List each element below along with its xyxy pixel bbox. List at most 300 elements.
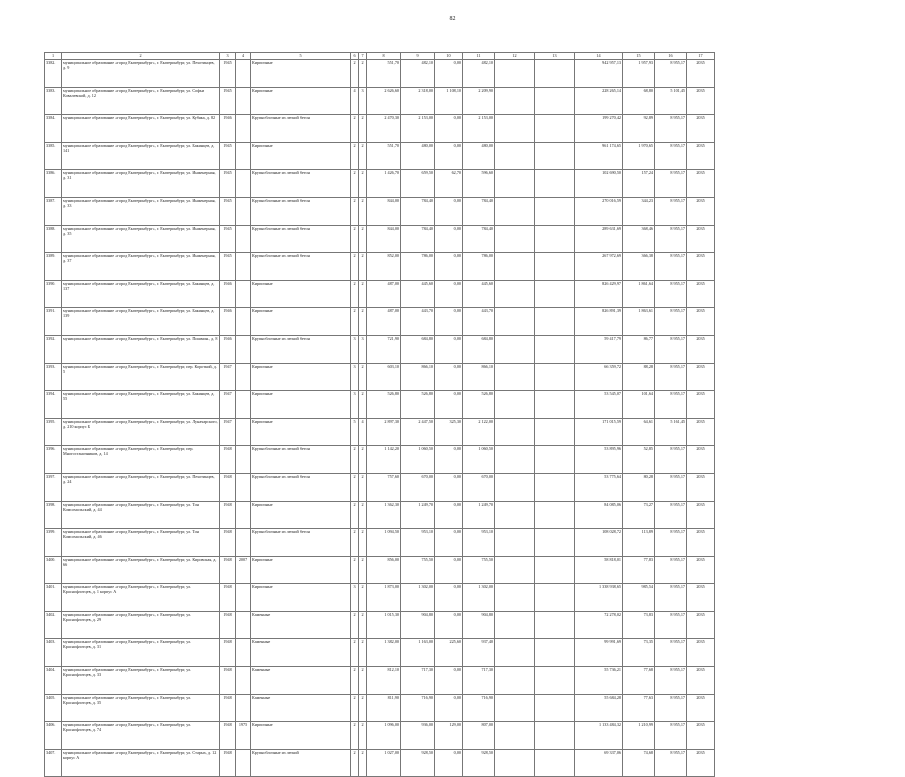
table-cell: 8 955,17 xyxy=(655,391,687,419)
column-header: 9 xyxy=(401,53,435,60)
table-cell: 2 626,60 xyxy=(367,87,401,115)
table-cell xyxy=(495,253,535,281)
table-cell: 480,00 xyxy=(463,142,495,170)
table-cell: Крупноблочные из легкий бетон xyxy=(251,253,351,281)
table-cell: муниципальное образование «город Екатеринбург», г. Екатеринбург, ул. Луначарского, д. 210 корпус Б xyxy=(62,418,220,446)
table-cell: 2 xyxy=(351,60,359,88)
table-cell: 366,38 xyxy=(623,253,655,281)
table-cell: Каменные xyxy=(251,611,351,639)
table-cell: 0,00 xyxy=(435,556,463,584)
table-cell: 807,00 xyxy=(463,722,495,750)
table-cell xyxy=(236,142,251,170)
table-cell: 2035 xyxy=(687,253,715,281)
table-cell: 1946 xyxy=(220,115,236,143)
table-cell xyxy=(495,115,535,143)
table-cell: муниципальное образование «город Екатеринбург», г. Екатеринбург, ул. Бакинцев, д. 141 xyxy=(62,142,220,170)
table-cell: 487,00 xyxy=(367,280,401,308)
table-cell xyxy=(535,363,575,391)
table-cell: 1948 xyxy=(220,556,236,584)
column-header: 5 xyxy=(251,53,351,60)
table-cell xyxy=(535,584,575,612)
table-cell: 482,10 xyxy=(463,60,495,88)
table-row xyxy=(45,501,715,529)
table-cell: 755,50 xyxy=(401,556,435,584)
table-cell: Кирпичные xyxy=(251,308,351,336)
table-cell: 2035 xyxy=(687,611,715,639)
table-cell: 1947 xyxy=(220,363,236,391)
table-cell: 2 xyxy=(359,308,367,336)
table-cell: 3 xyxy=(359,335,367,363)
table-cell: Крупноблочные из легкий бетон xyxy=(251,115,351,143)
table-cell xyxy=(236,335,251,363)
table-cell: 2 122,00 xyxy=(463,418,495,446)
table-cell: 66 359,72 xyxy=(575,363,623,391)
table-cell: 2035 xyxy=(687,584,715,612)
table-cell: 8 955,17 xyxy=(655,335,687,363)
table-cell: 8 955,17 xyxy=(655,115,687,143)
table-cell: 2 xyxy=(359,667,367,695)
table-cell: муниципальное образование «город Екатеринбург», г. Екатеринбург, ул. Краснофлотцев, д. 29 xyxy=(62,611,220,639)
table-cell: 2 xyxy=(351,639,359,667)
table-cell: 2 xyxy=(359,501,367,529)
table-cell: Кирпичные xyxy=(251,142,351,170)
table-cell xyxy=(236,280,251,308)
table-cell: 2 xyxy=(351,197,359,225)
table-cell: 77,63 xyxy=(623,694,655,722)
table-cell: 482,10 xyxy=(401,60,435,88)
table-cell: 1 873,00 xyxy=(367,584,401,612)
table-cell: 72 278,02 xyxy=(575,611,623,639)
table-cell: 1 015,30 xyxy=(367,611,401,639)
table-row xyxy=(45,391,715,419)
table-cell: 3397. xyxy=(45,473,62,501)
table-cell: Кирпичные xyxy=(251,280,351,308)
table-cell: 1948 xyxy=(220,694,236,722)
table-cell xyxy=(236,253,251,281)
table-cell: 856,00 xyxy=(367,556,401,584)
table-cell: 1 426,70 xyxy=(367,170,401,198)
table-cell: 267 972,69 xyxy=(575,253,623,281)
table-cell: Кирпичные xyxy=(251,418,351,446)
table-cell: 2035 xyxy=(687,639,715,667)
table-cell: муниципальное образование «город Екатеринбург», г. Екатеринбург, ул. Инженерная, д. 37 xyxy=(62,253,220,281)
table-cell: 1945 xyxy=(220,170,236,198)
table-cell xyxy=(535,639,575,667)
table-cell: 8 955,17 xyxy=(655,170,687,198)
table-cell: 2 xyxy=(351,749,359,777)
table-cell xyxy=(495,142,535,170)
table-cell: Каменные xyxy=(251,694,351,722)
table-cell: 0,00 xyxy=(435,749,463,777)
table-row xyxy=(45,335,715,363)
table-cell: 2 447,50 xyxy=(401,418,435,446)
table-cell: 3382. xyxy=(45,60,62,88)
table-cell: Крупноблочные из легкий бетон xyxy=(251,529,351,557)
table-cell: 113,89 xyxy=(623,529,655,557)
table-cell: 852,00 xyxy=(367,253,401,281)
table-cell: 1948 xyxy=(220,722,236,750)
table-cell: 1 362,30 xyxy=(367,501,401,529)
table-cell: 3396. xyxy=(45,446,62,474)
table-cell: 3389. xyxy=(45,253,62,281)
table-cell: 0,00 xyxy=(435,60,463,88)
table-cell: 1945 xyxy=(220,225,236,253)
table-cell: 171 015,59 xyxy=(575,418,623,446)
column-header: 12 xyxy=(495,53,535,60)
table-cell: 5 161,45 xyxy=(655,418,687,446)
table-cell: 5 xyxy=(351,418,359,446)
table-cell: 1 163,00 xyxy=(401,639,435,667)
table-cell: 526,80 xyxy=(463,391,495,419)
table-cell: 53 895,96 xyxy=(575,446,623,474)
table-cell: 69 337,06 xyxy=(575,749,623,777)
table-cell: 1 108,10 xyxy=(435,87,463,115)
table-cell: 344,23 xyxy=(623,197,655,225)
table-cell: 53 775,64 xyxy=(575,473,623,501)
table-cell: 1947 xyxy=(220,391,236,419)
table-cell: 2035 xyxy=(687,556,715,584)
table-cell: 0,00 xyxy=(435,501,463,529)
table-cell: 2035 xyxy=(687,363,715,391)
table-cell: 942 957,13 xyxy=(575,60,623,88)
table-cell: 826 891,39 xyxy=(575,308,623,336)
table-cell xyxy=(236,115,251,143)
table-cell: 1945 xyxy=(220,142,236,170)
table-cell xyxy=(495,197,535,225)
table-cell xyxy=(495,363,535,391)
table-cell: 228 265,14 xyxy=(575,87,623,115)
column-header: 11 xyxy=(463,53,495,60)
table-cell: 786,00 xyxy=(463,253,495,281)
table-cell xyxy=(495,529,535,557)
table-cell: 551,70 xyxy=(367,142,401,170)
table-row xyxy=(45,280,715,308)
table-cell: 2035 xyxy=(687,501,715,529)
table-cell xyxy=(236,87,251,115)
table-cell xyxy=(535,280,575,308)
table-cell: 445,60 xyxy=(463,280,495,308)
table-cell: Кирпичные xyxy=(251,722,351,750)
table-row xyxy=(45,170,715,198)
table-cell: Кирпичные xyxy=(251,501,351,529)
table-cell: 368,46 xyxy=(623,225,655,253)
column-header: 6 xyxy=(351,53,359,60)
table-cell: 289 631,69 xyxy=(575,225,623,253)
table-cell: 8 955,17 xyxy=(655,639,687,667)
table-cell: 3386. xyxy=(45,170,62,198)
table-cell: 670,00 xyxy=(463,473,495,501)
table-cell: 2 xyxy=(351,694,359,722)
table-row xyxy=(45,473,715,501)
table-cell: 2 xyxy=(359,363,367,391)
table-cell: муниципальное образование «город Екатеринбург», г. Екатеринбург, ул. Бакинцев, д. 137 xyxy=(62,280,220,308)
table-cell: 8 955,17 xyxy=(655,722,687,750)
table-cell xyxy=(495,335,535,363)
table-cell xyxy=(535,749,575,777)
table-cell: 8 955,17 xyxy=(655,611,687,639)
table-cell: муниципальное образование «город Екатеринбург», г. Екатеринбург, ул. Краснофлотцев, д. 31 xyxy=(62,639,220,667)
table-cell xyxy=(495,308,535,336)
table-cell: 1 302,00 xyxy=(401,584,435,612)
table-cell: 2 318,00 xyxy=(401,87,435,115)
table-cell: 445,60 xyxy=(401,280,435,308)
table-cell: муниципальное образование «город Екатеринбург», г. Екатеринбург, ул. Тон Комсомольский, д. 46 xyxy=(62,529,220,557)
table-cell xyxy=(236,446,251,474)
table-cell: 1946 xyxy=(220,335,236,363)
table-cell xyxy=(495,667,535,695)
table-cell: 2 xyxy=(351,529,359,557)
table-cell: 270 016,59 xyxy=(575,197,623,225)
table-cell xyxy=(535,60,575,88)
table-cell: 92,89 xyxy=(623,115,655,143)
table-cell: 3405. xyxy=(45,694,62,722)
table-row xyxy=(45,253,715,281)
table-cell: 2 xyxy=(359,197,367,225)
table-cell: 2 xyxy=(351,308,359,336)
table-cell: 8 955,17 xyxy=(655,529,687,557)
table-row xyxy=(45,115,715,143)
table-cell: 0,00 xyxy=(435,391,463,419)
table-cell: Крупноблочные из легкий бетон xyxy=(251,225,351,253)
table-cell: 684,80 xyxy=(463,335,495,363)
table-cell: 77,83 xyxy=(623,556,655,584)
table-cell: 2 xyxy=(351,501,359,529)
table-cell: 99 991,69 xyxy=(575,639,623,667)
column-header: 4 xyxy=(236,53,251,60)
table-cell xyxy=(535,115,575,143)
table-cell: 3404. xyxy=(45,667,62,695)
table-cell: 3393. xyxy=(45,363,62,391)
table-cell: 3407. xyxy=(45,749,62,777)
table-cell: 1948 xyxy=(220,667,236,695)
table-cell: 8 955,17 xyxy=(655,60,687,88)
table-cell xyxy=(495,391,535,419)
table-cell: 2 153,00 xyxy=(463,115,495,143)
table-cell: 3 xyxy=(351,335,359,363)
table-row xyxy=(45,363,715,391)
table-cell: 3 xyxy=(359,87,367,115)
table-cell: 8 955,17 xyxy=(655,749,687,777)
table-cell: 2035 xyxy=(687,225,715,253)
table-cell xyxy=(535,142,575,170)
table-cell xyxy=(495,584,535,612)
table-cell: 8 955,17 xyxy=(655,253,687,281)
table-cell: 2 xyxy=(359,253,367,281)
table-cell: муниципальное образование «город Екатеринбург», г. Екатеринбург, пер. Короткий, д. 5 xyxy=(62,363,220,391)
table-cell xyxy=(495,280,535,308)
table-cell: 1945 xyxy=(220,253,236,281)
table-cell: 2 xyxy=(359,170,367,198)
table-cell: 73,83 xyxy=(623,611,655,639)
table-row xyxy=(45,446,715,474)
table-cell: 2 xyxy=(351,170,359,198)
table-cell: 2035 xyxy=(687,280,715,308)
table-cell: 74,68 xyxy=(623,749,655,777)
table-cell: 2 xyxy=(359,115,367,143)
table-cell: 953,10 xyxy=(463,529,495,557)
table-row xyxy=(45,611,715,639)
column-header: 14 xyxy=(575,53,623,60)
table-cell: 0,00 xyxy=(435,363,463,391)
table-cell: 2 897,30 xyxy=(367,418,401,446)
table-cell: 2 xyxy=(351,611,359,639)
table-cell: 55 736,21 xyxy=(575,667,623,695)
table-cell xyxy=(236,501,251,529)
table-cell: 721,90 xyxy=(367,335,401,363)
table-cell: 1948 xyxy=(220,501,236,529)
table-cell: 1 302,00 xyxy=(463,584,495,612)
table-cell: 2035 xyxy=(687,667,715,695)
table-cell: 2035 xyxy=(687,335,715,363)
table-cell: 1 060,50 xyxy=(401,446,435,474)
table-cell: 2 xyxy=(359,446,367,474)
table-cell: 936,00 xyxy=(401,722,435,750)
table-cell: муниципальное образование «город Екатеринбург», г. Екатеринбург, ул. Бакинцев, д. 55 xyxy=(62,391,220,419)
table-cell: 0,00 xyxy=(435,694,463,722)
table-cell: 3400. xyxy=(45,556,62,584)
header-row xyxy=(45,53,715,60)
table-cell xyxy=(495,225,535,253)
table-row xyxy=(45,639,715,667)
table-cell xyxy=(236,584,251,612)
table-cell: 1945 xyxy=(220,60,236,88)
table-cell: 904,80 xyxy=(401,611,435,639)
table-cell: 3385. xyxy=(45,142,62,170)
table-cell xyxy=(236,611,251,639)
table-cell: 2035 xyxy=(687,529,715,557)
table-cell: 2 xyxy=(351,446,359,474)
table-cell: 1 957,93 xyxy=(623,60,655,88)
table-cell: 2 xyxy=(359,584,367,612)
table-cell: 8 955,17 xyxy=(655,308,687,336)
table-cell: 603,10 xyxy=(367,363,401,391)
table-cell: 8 955,17 xyxy=(655,363,687,391)
table-cell: 928,50 xyxy=(463,749,495,777)
table-cell: 786,00 xyxy=(401,253,435,281)
housing-registry-table xyxy=(44,52,715,777)
table-cell: 8 955,17 xyxy=(655,584,687,612)
table-cell: 3388. xyxy=(45,225,62,253)
table-cell xyxy=(535,170,575,198)
table-cell: 1948 xyxy=(220,749,236,777)
table-cell: 325,30 xyxy=(435,418,463,446)
table-cell: 0,00 xyxy=(435,667,463,695)
page-number: 82 xyxy=(449,16,456,22)
table-cell: 80,28 xyxy=(623,473,655,501)
table-cell: Кирпичные xyxy=(251,87,351,115)
table-row xyxy=(45,722,715,750)
table-cell xyxy=(535,87,575,115)
table-cell: 812,10 xyxy=(367,667,401,695)
column-header: 7 xyxy=(359,53,367,60)
table-cell: 73,35 xyxy=(623,639,655,667)
table-cell xyxy=(495,556,535,584)
table-cell: 84 085,06 xyxy=(575,501,623,529)
column-header: 1 xyxy=(45,53,62,60)
table-row xyxy=(45,556,715,584)
table-cell: Крупноблочные из легкий бетон xyxy=(251,473,351,501)
table-cell: муниципальное образование «город Екатеринбург», г. Екатеринбург, ул. Кировская, д. 66 xyxy=(62,556,220,584)
table-cell: 0,00 xyxy=(435,115,463,143)
table-cell: Кирпичные xyxy=(251,391,351,419)
table-cell: 0,00 xyxy=(435,308,463,336)
table-cell: 2035 xyxy=(687,87,715,115)
table-cell: муниципальное образование «город Екатеринбург», г. Екатеринбург, ул. Пишмин., д. 8 xyxy=(62,335,220,363)
table-cell: 784,40 xyxy=(463,197,495,225)
table-cell: 8 955,17 xyxy=(655,225,687,253)
table-cell: муниципальное образование «город Екатеринбург», г. Екатеринбург, ул. Инженерная, д. 35 xyxy=(62,225,220,253)
table-cell xyxy=(495,694,535,722)
table-cell xyxy=(236,529,251,557)
table-cell: 5 101,45 xyxy=(655,87,687,115)
table-cell: 2 xyxy=(351,115,359,143)
table-cell: 52,85 xyxy=(623,446,655,474)
table-cell xyxy=(535,197,575,225)
table-cell: 670,00 xyxy=(401,473,435,501)
table-cell: 2035 xyxy=(687,694,715,722)
table-cell: 0,00 xyxy=(435,584,463,612)
table-cell xyxy=(535,473,575,501)
table-cell xyxy=(535,501,575,529)
table-cell: 928,50 xyxy=(401,749,435,777)
table-cell: 826 429,97 xyxy=(575,280,623,308)
table-cell xyxy=(495,60,535,88)
table-cell: 64,61 xyxy=(623,418,655,446)
table-cell: 1 210,99 xyxy=(623,722,655,750)
table-cell: 1 027,00 xyxy=(367,749,401,777)
table-cell: 8 955,17 xyxy=(655,142,687,170)
table-cell: 58 818,01 xyxy=(575,556,623,584)
table-cell: 717,30 xyxy=(463,667,495,695)
table-cell: 2035 xyxy=(687,142,715,170)
table-cell: 3406. xyxy=(45,722,62,750)
table-cell: 3384. xyxy=(45,115,62,143)
table-cell: 1 142,20 xyxy=(367,446,401,474)
table-cell: 2 xyxy=(359,391,367,419)
table-cell: 2 xyxy=(359,694,367,722)
table-cell: 8 955,17 xyxy=(655,197,687,225)
table-cell: 68,80 xyxy=(623,87,655,115)
table-cell: 844,00 xyxy=(367,225,401,253)
table-cell: 717,30 xyxy=(401,667,435,695)
table-cell: муниципальное образование «город Екатеринбург», г. Екатеринбург, ул. Инженерная, д. 33 xyxy=(62,197,220,225)
table-cell: 3387. xyxy=(45,197,62,225)
table-cell xyxy=(236,308,251,336)
table-cell xyxy=(535,446,575,474)
table-cell: 2 xyxy=(359,749,367,777)
column-header: 15 xyxy=(623,53,655,60)
table-cell: муниципальное образование «город Екатеринбург», г. Екатеринбург, пер. Многостаночников, д. 14 xyxy=(62,446,220,474)
table-row xyxy=(45,529,715,557)
table-row xyxy=(45,87,715,115)
table-cell: 8 955,17 xyxy=(655,446,687,474)
table-cell xyxy=(535,611,575,639)
table-cell: 961 174,65 xyxy=(575,142,623,170)
table-cell: 551,70 xyxy=(367,60,401,88)
table-cell: Каменные xyxy=(251,667,351,695)
table-cell: муниципальное образование «город Екатеринбург», г. Екатеринбург, ул. Старых, д. 12 корпус А xyxy=(62,749,220,777)
table-cell: 1 133 484,32 xyxy=(575,722,623,750)
table-cell: 784,40 xyxy=(401,197,435,225)
table-cell xyxy=(535,308,575,336)
table-cell xyxy=(495,611,535,639)
table-cell: 3398. xyxy=(45,501,62,529)
table-cell: 59 417,79 xyxy=(575,335,623,363)
table-cell: 86,77 xyxy=(623,335,655,363)
table-cell: 1 249,70 xyxy=(401,501,435,529)
table-cell: 2035 xyxy=(687,170,715,198)
table-cell: 1 338 938,65 xyxy=(575,584,623,612)
